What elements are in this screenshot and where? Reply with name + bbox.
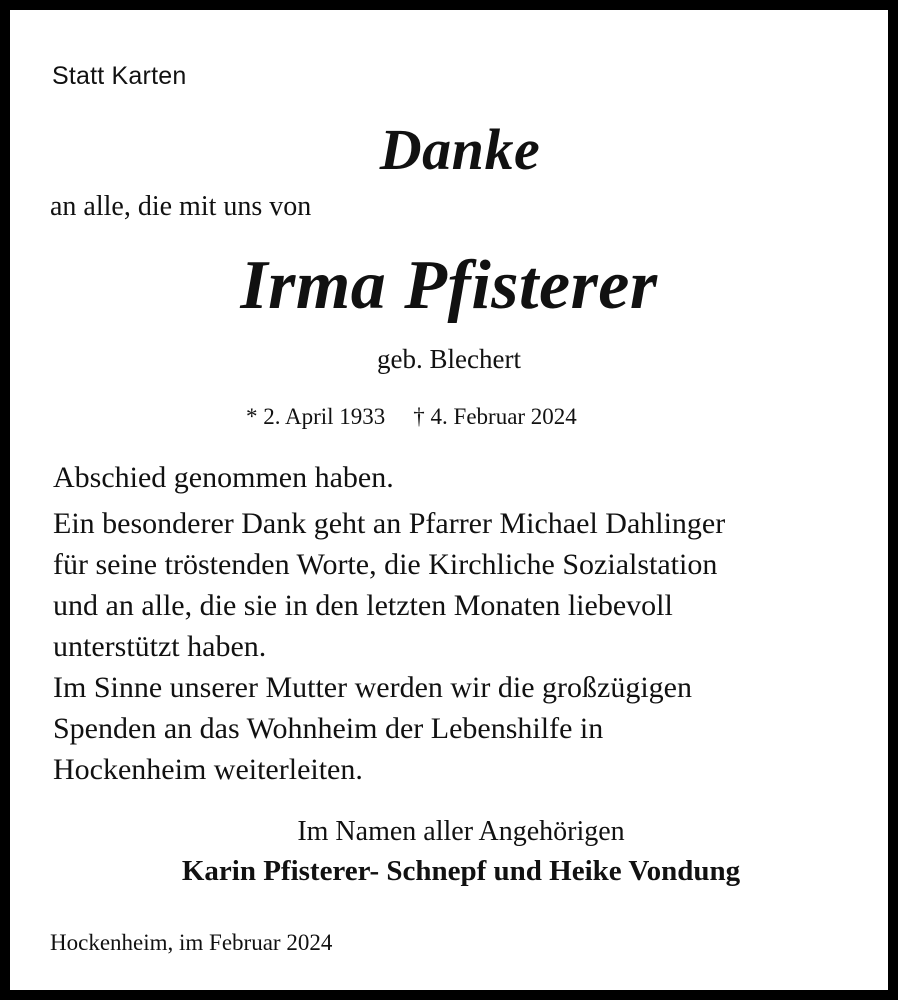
place-date: Hockenheim, im Februar 2024 <box>50 930 333 955</box>
message-line: Ein besonderer Dank geht an Pfarrer Michael Dahlinger <box>53 507 726 540</box>
message-line: Spenden an das Wohnheim der Lebenshilfe in <box>53 712 604 745</box>
signatories: Karin Pfisterer- Schnepf und Heike Vondung <box>181 855 741 887</box>
kicker-text: Statt Karten <box>52 62 187 90</box>
message-line: unterstützt haben. <box>53 630 267 663</box>
message-body <box>53 457 725 790</box>
life-dates <box>246 404 577 430</box>
message-line: Im Sinne unserer Mutter werden wir die großzügigen <box>53 671 692 704</box>
message-line: für seine tröstenden Worte, die Kirchliche Sozialstation <box>53 548 718 581</box>
death-date: † 4. Februar 2024 <box>413 404 577 429</box>
intro-text: an alle, die mit uns von <box>50 191 312 222</box>
message-line: Abschied genommen haben. <box>53 461 394 494</box>
deceased-name: Irma Pfisterer <box>240 247 658 324</box>
message-line: Hockenheim weiterleiten. <box>53 753 363 786</box>
birth-date: * 2. April 1933 <box>246 404 386 429</box>
message-line: und an alle, die sie in den letzten Monaten liebevoll <box>53 589 673 622</box>
signature-intro: Im Namen aller Angehörigen <box>297 816 625 847</box>
headline: Danke <box>379 117 541 182</box>
maiden-name: geb. Blechert <box>377 344 521 374</box>
